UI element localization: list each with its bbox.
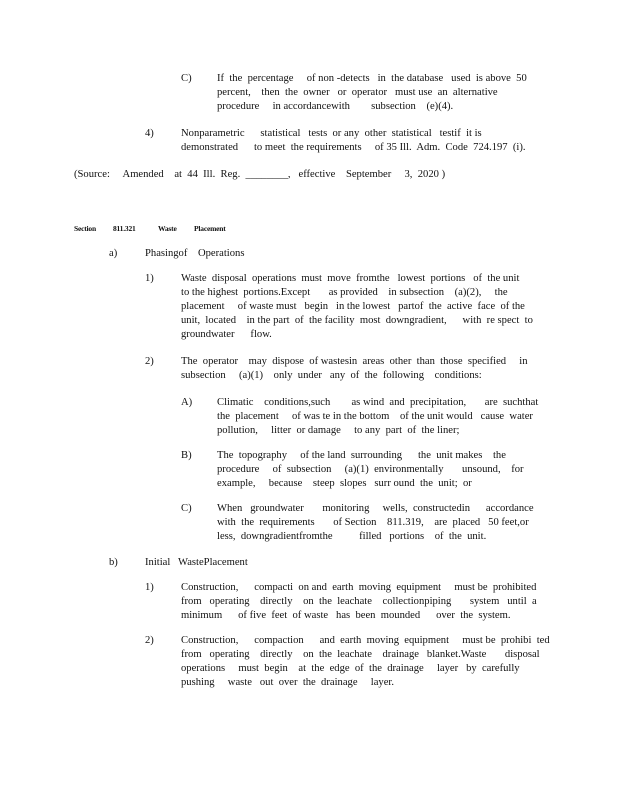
text-line: Waste disposal operations must move fromthe lowest portions of the unit [181, 273, 520, 284]
text-line: operations must begin at the edge of the drainage layer by carefully [181, 663, 520, 674]
text-line: Construction, compaction and earth moving equipment must be prohibi ted [181, 635, 550, 646]
a2b-paragraph [217, 449, 524, 491]
text-line: pollution, litter or damage to any part of the liner; [217, 425, 460, 436]
section-label: Section [74, 224, 96, 233]
a1-marker: 1) [145, 273, 154, 284]
text-line: percent, then the owner or operator must use an alternative [217, 87, 498, 98]
text-line: groundwater flow. [181, 329, 272, 340]
text-line: less, downgradientfromthe filled portions of the unit. [217, 531, 487, 542]
text-line: minimum of five feet of waste has been mounded over the system. [181, 610, 511, 621]
section-number: 811.321 [113, 224, 136, 233]
item-4-marker: 4) [145, 128, 154, 139]
a2a-paragraph [217, 396, 538, 438]
subsection-b-title: Initial WastePlacement [145, 557, 248, 568]
text-line: Nonparametric statistical tests or any other statistical testif it is [181, 128, 482, 139]
a2-marker: 2) [145, 356, 154, 367]
text-line: placement of waste must begin in the lowest partof the active face of the [181, 301, 525, 312]
b2-marker: 2) [145, 635, 154, 646]
item-4-paragraph [181, 127, 526, 155]
subsection-a-marker: a) [109, 248, 118, 259]
text-line: Climatic conditions,such as wind and precipitation, are suchthat [217, 397, 539, 408]
a2c-marker: C) [181, 503, 192, 514]
a2b-marker: B) [181, 450, 192, 461]
section-title-word-2: Placement [194, 224, 226, 233]
text-line: pushing waste out over the drainage layer. [181, 677, 394, 688]
b2-paragraph [181, 634, 550, 690]
a2-paragraph [181, 355, 528, 383]
a2a-marker: A) [181, 397, 193, 408]
text-line: the placement of was te in the bottom of the unit would cause water [217, 411, 533, 422]
item-c-marker: C) [181, 73, 192, 84]
text-line: If the percentage of non -detects in the database used is above 50 [217, 73, 527, 84]
text-line: to the highest portions.Except as provided in subsection (a)(2), the [181, 287, 508, 298]
b1-paragraph [181, 581, 537, 623]
text-line: with the requirements of Section 811.319, are placed 50 feet,or [217, 517, 529, 528]
item-c-paragraph [217, 72, 527, 114]
a1-paragraph [181, 272, 533, 342]
text-line: procedure in accordancewith subsection (e)(4). [217, 101, 454, 112]
text-line: The topography of the land surrounding the unit makes the [217, 450, 506, 461]
text-line: from operating directly on the leachate drainage blanket.Waste disposal [181, 649, 540, 660]
text-line: Construction, compacti on and earth moving equipment must be prohibited [181, 582, 537, 593]
text-line: unit, located in the part of the facility most downgradient, with re spect to [181, 315, 533, 326]
a2c-paragraph [217, 502, 534, 544]
text-line: The operator may dispose of wastesin areas other than those specified in [181, 356, 528, 367]
subsection-a-title: Phasingof Operations [145, 248, 245, 259]
b1-marker: 1) [145, 582, 154, 593]
text-line: procedure of subsection (a)(1) environmentally unsound, for [217, 464, 524, 475]
text-line: example, because steep slopes surr ound the unit; or [217, 478, 472, 489]
text-line: subsection (a)(1) only under any of the following conditions: [181, 370, 482, 381]
text-line: from operating directly on the leachate collectionpiping system until a [181, 596, 537, 607]
section-title-word-1: Waste [158, 224, 177, 233]
text-line: When groundwater monitoring wells, constructedin accordance [217, 503, 534, 514]
subsection-b-marker: b) [109, 557, 118, 568]
source-note: (Source: Amended at 44 Ill. Reg. ________, effective September 3, 2020 ) [74, 169, 446, 180]
text-line: demonstrated to meet the requirements of 35 Ill. Adm. Code 724.197 (i). [181, 142, 526, 153]
